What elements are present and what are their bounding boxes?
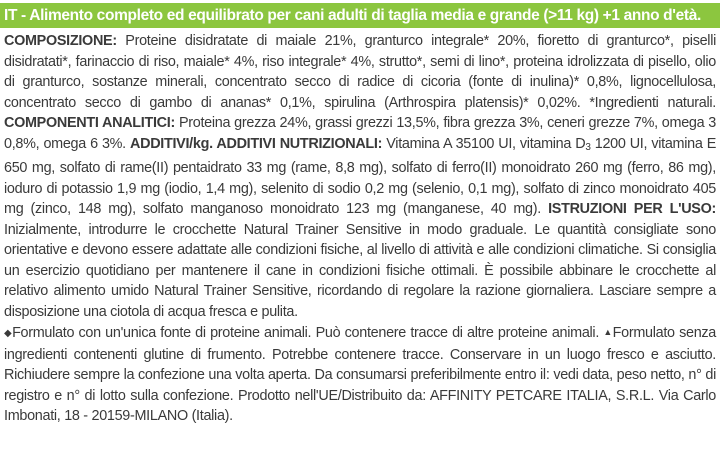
additives-text-a: Vitamina A 35100 UI, vitamina D [386, 135, 586, 152]
additives-heading: ADDITIVI/kg. ADDITIVI NUTRIZIONALI: [130, 135, 383, 152]
label-text-block [0, 28, 720, 427]
additives-text-b: 1200 UI, vitamina E 650 mg, solfato di rame(II) pentaidrato 33 mg (rame, 8,8 mg), solfato di ferro(II) monoidrato 260 mg (ferro, 86 mg), ioduro di potassio 1,9 mg (iodio, 1,4 mg), selenito di sodio 0,2 mg (selenio, 0,1 mg), solfato di zinco monoidrato 405 mg (zinco, 148 mg), solfato manganoso monoidrato 123 mg (manganese, 40 mg). [4, 135, 716, 217]
composition-text: Proteine disidratate di maiale 21%, granturco integrale* 20%, fioretto di granturco*, piselli disidratati*, farinaccio di riso, maiale* 4%, riso integrale* 4%, strutto*, semi di lino*, proteina idrolizzata di pisello, olio di granturco, sostanze minerali, concentrato secco di radice di cicoria (fonte di inulina)* 0,8%, lignocellulosa, concentrato secco di gambo di ananas* 0,1%, spirulina (Arthrospira platensis)* 0,02%. *Ingredienti naturali. [4, 33, 716, 111]
composition-heading: COMPOSIZIONE: [4, 33, 117, 49]
instructions-heading: ISTRUZIONI PER L'USO: [548, 201, 716, 217]
gluten-free-note: Formulato senza ingredienti contenenti glutine di frumento. Potrebbe contenere tracce. Conservare in un luogo fresco e asciutto. Richiudere sempre la confezione una volta aperta. Da consumarsi preferibilmente entro il: vedi data, peso netto, n° di registro e n° di lotto sulla confezione. Prodotto nell'UE/Distribuito da: AFFINITY PETCARE ITALIA, S.R.L. Via Carlo Imbonati, 18 - 20159-MILANO (Italia). [4, 325, 717, 424]
vitamin-d-subscript: 3 [585, 141, 591, 153]
analytical-heading: COMPONENTI ANALITICI: [4, 115, 175, 131]
triangle-icon: ▲ [603, 327, 613, 337]
product-title-banner: IT - Alimento completo ed equilibrato per cani adulti di taglia media e grande (>11 kg) +1 anno d'età. [0, 3, 720, 28]
diamond-icon: ◆ [4, 328, 13, 339]
single-protein-note: Formulato con un'unica fonte di proteine animali. Può contenere tracce di altre proteine animali. [12, 325, 604, 341]
instructions-text: Inizialmente, introdurre le crocchette Natural Trainer Sensitive in modo graduale. Le quantità consigliate sono orientative e devono essere adattate alle condizioni fisiche, al livello di attività e alle condizioni climatiche. Si consiglia un esercizio quotidiano per mantenere il cane in condizioni fisiche ottimali. È possibile abbinare le crocchette al relativo alimento umido Natural Trainer Sensitive, ricordando di regolare la razione giornaliera. Lasciare sempre a disposizione una ciotola di acqua fresca e pulita. [4, 221, 716, 320]
analytical-text: Proteina grezza 24%, grassi grezzi 13,5%, fibra grezza 3%, ceneri grezze 7%, omega 3 0,8%, omega 6 3%. [4, 115, 717, 152]
